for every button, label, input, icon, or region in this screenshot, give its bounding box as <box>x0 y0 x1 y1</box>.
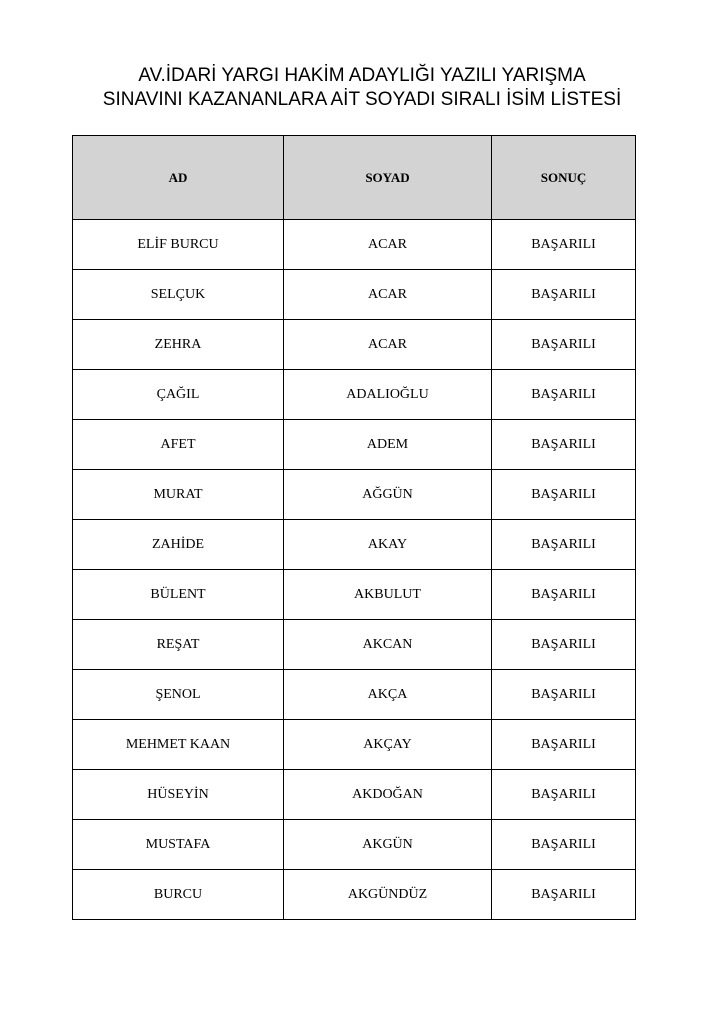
cell-sonuc: BAŞARILI <box>492 820 636 870</box>
cell-ad: BURCU <box>73 870 284 920</box>
cell-soyad: AKAY <box>284 520 492 570</box>
cell-sonuc: BAŞARILI <box>492 520 636 570</box>
cell-ad: ZAHİDE <box>73 520 284 570</box>
header-soyad: SOYAD <box>284 136 492 220</box>
table-row <box>73 270 636 320</box>
cell-ad: HÜSEYİN <box>73 770 284 820</box>
header-ad: AD <box>73 136 284 220</box>
cell-ad: AFET <box>73 420 284 470</box>
cell-sonuc: BAŞARILI <box>492 770 636 820</box>
title-line-2: SINAVINI KAZANANLARA AİT SOYADI SIRALI İSİM LİSTESİ <box>102 89 622 110</box>
cell-sonuc: BAŞARILI <box>492 670 636 720</box>
table-row <box>73 370 636 420</box>
cell-ad: BÜLENT <box>73 570 284 620</box>
cell-soyad: AKGÜN <box>284 820 492 870</box>
table-row <box>73 520 636 570</box>
cell-soyad: ACAR <box>284 320 492 370</box>
cell-sonuc: BAŞARILI <box>492 720 636 770</box>
cell-sonuc: BAŞARILI <box>492 270 636 320</box>
table-row <box>73 770 636 820</box>
cell-ad: ELİF BURCU <box>73 220 284 270</box>
table-header-row <box>73 136 636 220</box>
cell-ad: ZEHRA <box>73 320 284 370</box>
cell-sonuc: BAŞARILI <box>492 370 636 420</box>
table-row <box>73 420 636 470</box>
cell-sonuc: BAŞARILI <box>492 420 636 470</box>
cell-ad: REŞAT <box>73 620 284 670</box>
header-sonuc: SONUÇ <box>492 136 636 220</box>
table-row <box>73 870 636 920</box>
cell-soyad: AKÇA <box>284 670 492 720</box>
cell-soyad: ADALIOĞLU <box>284 370 492 420</box>
cell-sonuc: BAŞARILI <box>492 620 636 670</box>
cell-sonuc: BAŞARILI <box>492 470 636 520</box>
cell-sonuc: BAŞARILI <box>492 570 636 620</box>
cell-ad: MEHMET KAAN <box>73 720 284 770</box>
cell-ad: MUSTAFA <box>73 820 284 870</box>
cell-soyad: ACAR <box>284 270 492 320</box>
table-row <box>73 320 636 370</box>
cell-soyad: AKÇAY <box>284 720 492 770</box>
cell-soyad: AKDOĞAN <box>284 770 492 820</box>
cell-ad: ÇAĞIL <box>73 370 284 420</box>
table-row <box>73 220 636 270</box>
cell-soyad: AKBULUT <box>284 570 492 620</box>
cell-ad: MURAT <box>73 470 284 520</box>
cell-soyad: ACAR <box>284 220 492 270</box>
page-title <box>40 64 684 112</box>
cell-ad: SELÇUK <box>73 270 284 320</box>
cell-sonuc: BAŞARILI <box>492 870 636 920</box>
table-row <box>73 720 636 770</box>
cell-soyad: ADEM <box>284 420 492 470</box>
cell-sonuc: BAŞARILI <box>492 220 636 270</box>
title-line-1: AV.İDARİ YARGI HAKİM ADAYLIĞI YAZILI YARIŞMA <box>138 65 586 86</box>
table-row <box>73 820 636 870</box>
table-row <box>73 570 636 620</box>
table-row <box>73 470 636 520</box>
cell-soyad: AĞGÜN <box>284 470 492 520</box>
table-row <box>73 620 636 670</box>
table-row <box>73 670 636 720</box>
cell-soyad: AKGÜNDÜZ <box>284 870 492 920</box>
cell-sonuc: BAŞARILI <box>492 320 636 370</box>
cell-ad: ŞENOL <box>73 670 284 720</box>
results-table <box>72 135 636 920</box>
cell-soyad: AKCAN <box>284 620 492 670</box>
